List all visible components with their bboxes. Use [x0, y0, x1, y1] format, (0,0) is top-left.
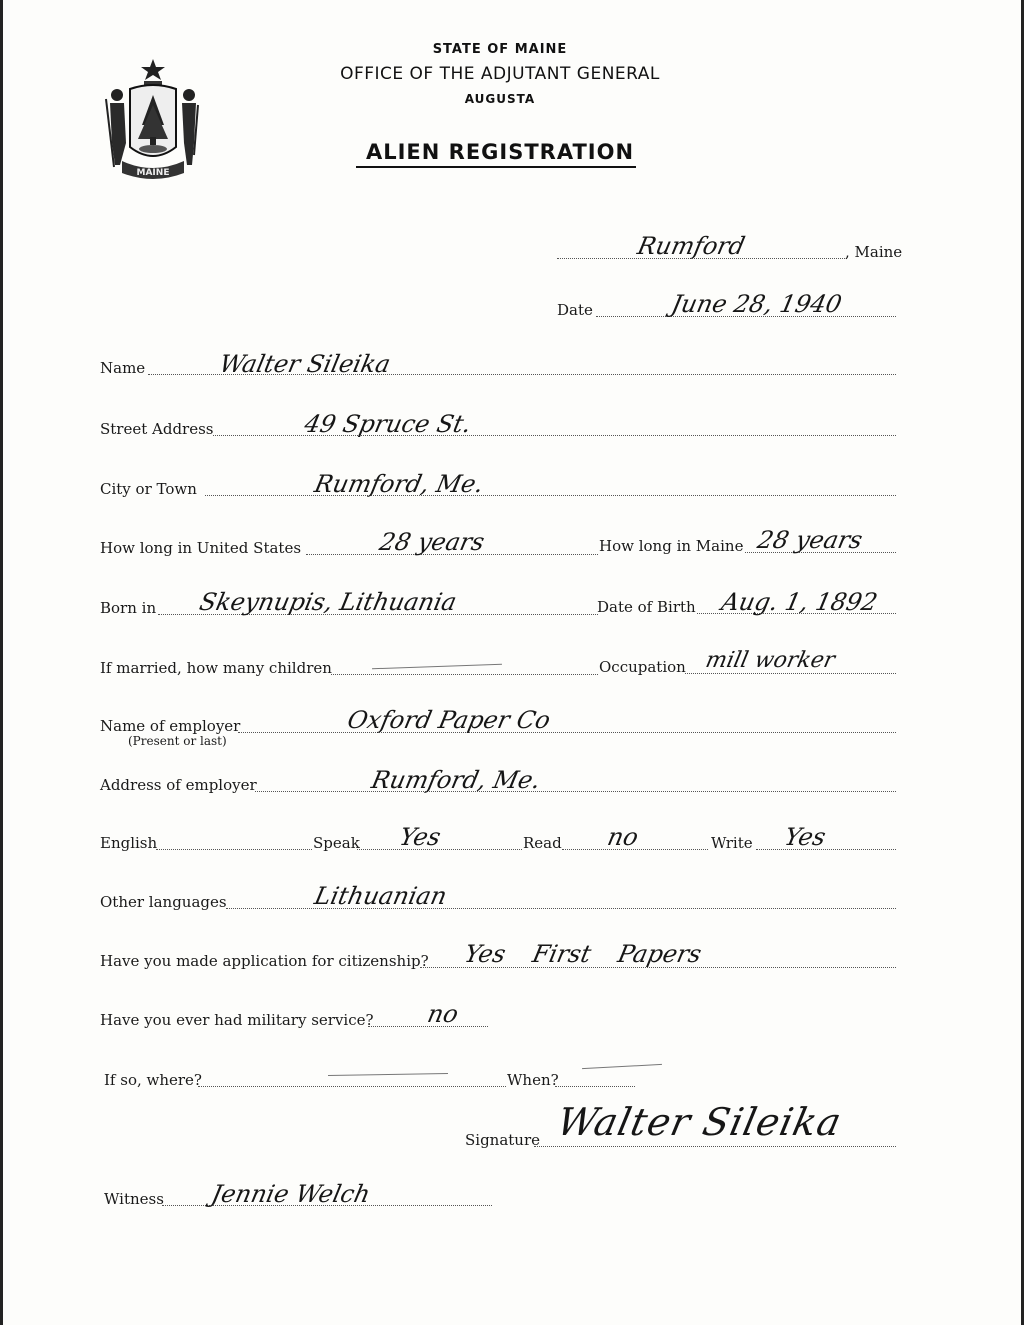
when-label: When? — [507, 1071, 559, 1089]
place-value[interactable]: Rumford — [635, 232, 748, 260]
read-value[interactable]: no — [605, 823, 641, 851]
occupation-line — [685, 673, 896, 674]
dob-value[interactable]: Aug. 1, 1892 — [719, 588, 880, 616]
form-title: ALIEN REGISTRATION — [365, 140, 635, 164]
employer-label: Name of employer — [100, 717, 241, 735]
occupation-label: Occupation — [599, 658, 686, 676]
signature-line — [534, 1146, 896, 1147]
english-line — [156, 849, 312, 850]
employer-address-line — [255, 791, 896, 792]
us-duration-label: How long in United States — [100, 539, 302, 557]
city-label: City or Town — [100, 480, 197, 498]
write-value[interactable]: Yes — [782, 823, 829, 851]
speak-value[interactable]: Yes — [397, 823, 444, 851]
where-label: If so, where? — [104, 1071, 202, 1089]
employer-sublabel: (Present or last) — [128, 734, 227, 748]
occupation-value[interactable]: mill worker — [703, 648, 838, 673]
city-line — [205, 495, 896, 496]
when-line — [555, 1086, 635, 1087]
where-blank-stroke — [328, 1073, 448, 1076]
city-value[interactable]: Rumford, Me. — [312, 470, 487, 498]
write-label: Write — [711, 834, 753, 852]
maine-state-seal-icon — [100, 55, 206, 180]
employer-line — [238, 732, 896, 733]
other-languages-value[interactable]: Lithuanian — [312, 882, 450, 910]
employer-value[interactable]: Oxford Paper Co — [345, 706, 553, 734]
street-value[interactable]: 49 Spruce St. — [302, 410, 474, 438]
children-line — [331, 674, 598, 675]
street-label: Street Address — [100, 420, 214, 438]
employer-address-value[interactable]: Rumford, Me. — [369, 766, 544, 794]
seal-ribbon-text: MAINE — [136, 168, 170, 178]
other-languages-label: Other languages — [100, 893, 227, 911]
date-value[interactable]: June 28, 1940 — [669, 290, 845, 318]
english-label: English — [100, 834, 158, 852]
place-suffix-label: , Maine — [845, 243, 903, 261]
office-heading: OFFICE OF THE ADJUTANT GENERAL — [340, 64, 660, 84]
read-label: Read — [523, 834, 562, 852]
maine-duration-label: How long in Maine — [599, 537, 744, 555]
military-label: Have you ever had military service? — [100, 1011, 374, 1029]
employer-address-label: Address of employer — [100, 776, 257, 794]
children-blank-stroke — [372, 664, 502, 670]
where-line — [198, 1086, 506, 1087]
state-heading: STATE OF MAINE — [432, 42, 568, 57]
title-underline — [356, 166, 636, 168]
dob-label: Date of Birth — [597, 598, 696, 616]
maine-duration-value[interactable]: 28 years — [755, 526, 866, 554]
date-label: Date — [557, 301, 593, 319]
scan-border-left — [0, 0, 3, 1325]
children-label: If married, how many children — [100, 659, 332, 677]
witness-label: Witness — [104, 1190, 164, 1208]
when-blank-stroke — [582, 1064, 662, 1069]
city-heading: AUGUSTA — [464, 92, 536, 106]
born-value[interactable]: Skeynupis, Lithuania — [197, 588, 460, 616]
citizenship-label: Have you made application for citizenship? — [100, 952, 429, 970]
write-line — [756, 849, 896, 850]
signature-value[interactable]: Walter Sileika — [553, 1100, 846, 1144]
born-label: Born in — [100, 599, 157, 617]
military-value[interactable]: no — [425, 1000, 461, 1028]
name-label: Name — [100, 359, 146, 377]
name-value[interactable]: Walter Sileika — [217, 350, 394, 378]
citizenship-value[interactable]: Yes First Papers — [462, 940, 705, 968]
signature-label: Signature — [465, 1131, 541, 1149]
witness-value[interactable]: Jennie Welch — [209, 1180, 373, 1208]
speak-line — [357, 849, 522, 850]
us-duration-value[interactable]: 28 years — [377, 528, 488, 556]
speak-label: Speak — [313, 834, 360, 852]
